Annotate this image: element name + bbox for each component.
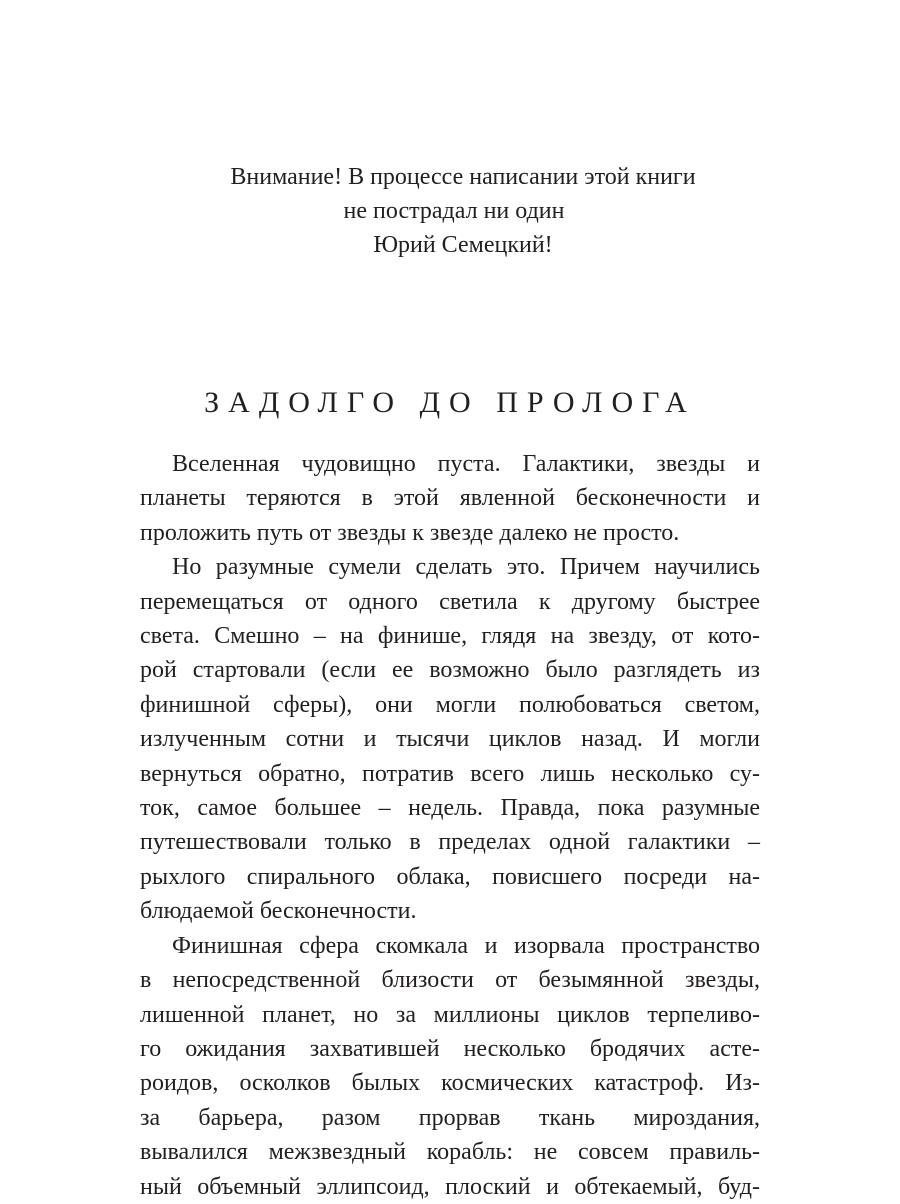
text-line: роидов, осколков былых космических катастроф. Из- [140, 1070, 760, 1097]
text-line: блюдаемой бесконечности. [140, 898, 417, 925]
text-line: перемещаться от одного светила к другому быстрее [140, 588, 760, 615]
epigraph-line: Внимание! В процессе написании этой книги [230, 164, 696, 190]
text-line: путешествовали только в пределах одной галактики – [140, 829, 760, 856]
text-line: проложить путь от звезды к звезде далеко не просто. [140, 519, 680, 546]
text-line: финишной сферы), они могли полюбоваться светом, [140, 691, 760, 718]
chapter-title: ЗАДОЛГО ДО ПРОЛОГА [204, 386, 696, 419]
text-line: Финишная сфера скомкала и изорвала пространство [172, 932, 760, 959]
text-line: ный объемный эллипсоид, плоский и обтекаемый, буд- [140, 1173, 760, 1200]
text-line: света. Смешно – на финише, глядя на звезду, от кото- [140, 623, 760, 650]
text-line: рой стартовали (если ее возможно было разглядеть из [140, 657, 760, 684]
paragraph-3 [140, 929, 760, 1204]
body-text [140, 447, 760, 1204]
epigraph [0, 160, 900, 262]
text-line: ток, самое большее – недель. Правда, пока разумные [140, 795, 760, 822]
text-line: вернуться обратно, потратив всего лишь несколько су- [140, 760, 760, 787]
text-line: рыхлого спирального облака, повисшего посреди на- [140, 863, 760, 890]
text-line: лишенной планет, но за миллионы циклов терпеливо- [140, 1001, 760, 1028]
epigraph-line: не пострадал ни один [343, 198, 565, 224]
text-line: за барьера, разом прорвав ткань мироздания, [140, 1104, 760, 1131]
paragraph-2 [140, 550, 760, 928]
text-line: вывалился межзвездный корабль: не совсем правиль- [140, 1139, 760, 1166]
text-line: планеты теряются в этой явленной бесконечности и [140, 485, 760, 512]
text-line: го ожидания захватившей несколько бродячих асте- [140, 1035, 760, 1062]
text-line: в непосредственной близости от безымянной звезды, [140, 967, 760, 994]
text-line: Вселенная чудовищно пуста. Галактики, звезды и [172, 451, 760, 477]
epigraph-line: Юрий Семецкий! [373, 232, 553, 258]
paragraph-1 [140, 447, 760, 550]
text-line: излученным сотни и тысячи циклов назад. И могли [140, 726, 760, 753]
text-line: Но разумные сумели сделать это. Причем научились [172, 554, 760, 581]
